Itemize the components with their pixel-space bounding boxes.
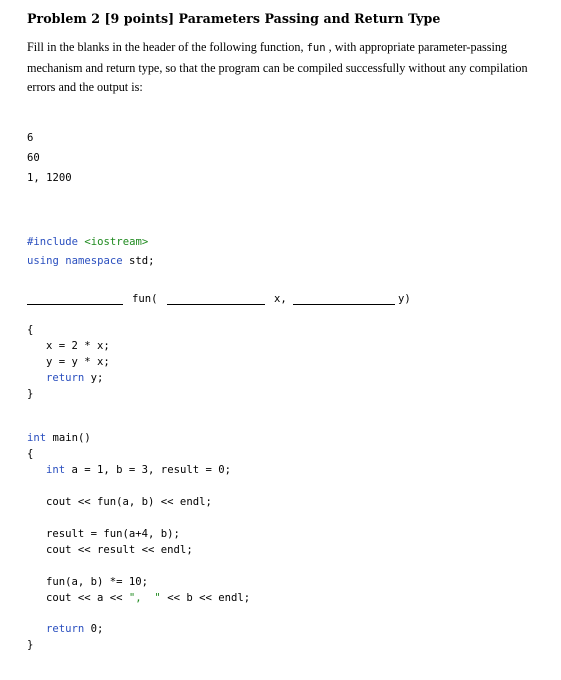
fun-return-line <box>46 372 103 384</box>
decl-int-keyword: int <box>46 464 66 476</box>
header-x: x, <box>274 293 287 305</box>
main-return-keyword: return <box>46 623 85 635</box>
cout3-start: cout << a << <box>46 592 129 604</box>
cout3-end: << b << endl; <box>160 592 251 604</box>
return-value: y; <box>84 372 104 384</box>
param-y-type-blank[interactable] <box>293 304 395 305</box>
cout3-string-literal: ", " <box>128 592 161 604</box>
problem-title: Parameters Passing and Return Type <box>178 11 441 26</box>
main-return-value: 0; <box>84 623 104 635</box>
decl-rest: a = 1, b = 3, result = 0; <box>65 464 231 476</box>
function-name: fun <box>306 42 326 54</box>
using-rest: std; <box>122 255 155 267</box>
main-result-line: result = fun(a+4, b); <box>46 528 180 540</box>
header-fun: fun( <box>132 293 158 305</box>
fun-body-line-1: x = 2 * x; <box>46 340 110 352</box>
param-x-type-blank[interactable] <box>167 304 265 305</box>
instructions-text-start: Fill in the blanks in the header of the following function, <box>27 40 304 54</box>
return-type-blank[interactable] <box>27 304 123 305</box>
return-keyword: return <box>46 372 85 384</box>
using-line <box>27 255 155 267</box>
main-int-keyword: int <box>27 432 47 444</box>
problem-points: [9 points] <box>104 11 175 26</box>
main-return-line <box>46 623 103 635</box>
fun-close-brace: } <box>27 388 34 400</box>
instructions-text-end: , with appropriate parameter-passing mechanism and return type, so that the program can be compiled successfully without any compilation errors and the output is: <box>27 40 528 94</box>
include-line <box>27 236 148 248</box>
using-keyword: using namespace <box>27 255 123 267</box>
output-line-1: 6 <box>27 132 34 144</box>
include-directive: #include <box>27 236 79 248</box>
main-declaration <box>46 464 231 476</box>
problem-heading <box>27 11 440 26</box>
include-file: <iostream> <box>84 236 149 248</box>
main-cout-line-2: cout << result << endl; <box>46 544 193 556</box>
main-cout-line-3 <box>46 592 250 604</box>
output-line-3: 1, 1200 <box>27 172 72 184</box>
problem-number: Problem 2 <box>27 11 101 26</box>
fun-open-brace: { <box>27 324 34 336</box>
main-close-brace: } <box>27 639 34 651</box>
main-fun-multiply-line: fun(a, b) *= 10; <box>46 576 149 588</box>
output-line-2: 60 <box>27 152 40 164</box>
instructions-paragraph <box>27 38 542 98</box>
main-signature <box>27 432 91 444</box>
header-y: y) <box>398 293 411 305</box>
main-open-brace: { <box>27 448 34 460</box>
fun-body-line-2: y = y * x; <box>46 356 110 368</box>
main-cout-line-1: cout << fun(a, b) << endl; <box>46 496 212 508</box>
main-name: main() <box>46 432 91 444</box>
